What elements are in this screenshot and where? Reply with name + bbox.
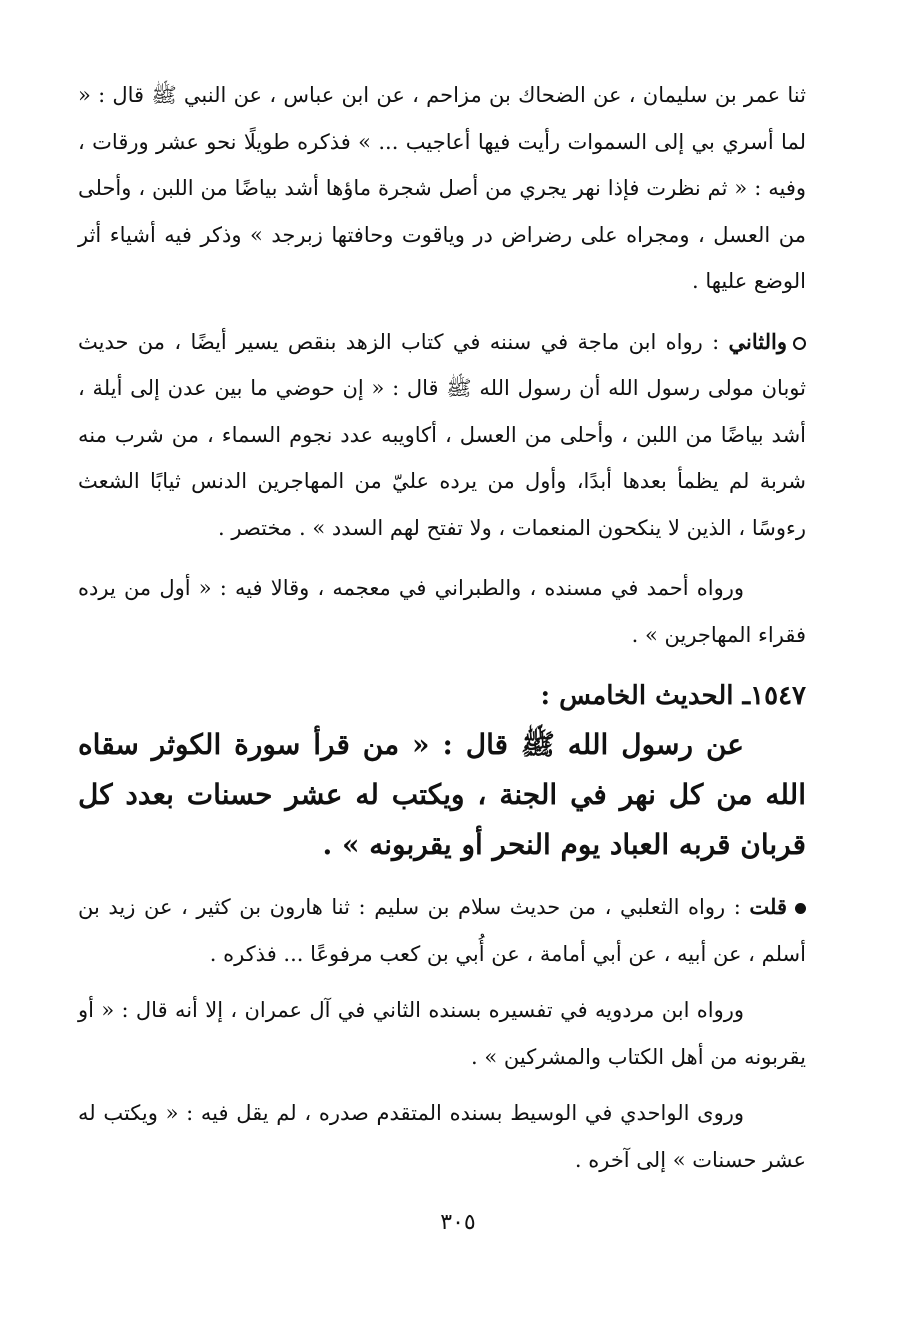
paragraph-qultu [78, 884, 806, 977]
paragraph-lead-second: والثاني [728, 328, 787, 354]
circle-bullet-icon [793, 337, 806, 350]
page-number: ٣٠٥ [440, 1210, 476, 1235]
paragraph-isnad-continuation: ثنا عمر بن سليمان ، عن الضحاك بن مزاحم ، عن ابن عباس ، عن النبي ﷺ قال : « لما أسري بي إلى السموات رأيت فيها أعاجيب ... » فذكره طويلًا نحو عشر ورقات ، وفيه : « ثم نظرت فإذا نهر يجري من أصل شجرة ماؤها أشد بياضًا من اللبن ، وأحلى من العسل ، ومجراه على رضراض در وياقوت وحافتها زبرجد » وذكر فيه أشياء أثر الوضع عليها . [78, 83, 806, 293]
paragraph-ibn-mardawayh: ورواه ابن مردويه في تفسيره بسنده الثاني في آل عمران ، إلا أنه قال : « أو يقربونه من أهل الكتاب والمشركين » . [78, 998, 806, 1069]
hadith-heading: ١٥٤٧ـ الحديث الخامس : [540, 681, 806, 711]
page-body [78, 72, 806, 1183]
paragraph-lead-qultu: قلت [749, 894, 787, 919]
paragraph-second-text: : رواه ابن ماجة في سننه في كتاب الزهد بنقص يسير أيضًا ، من حديث ثوبان مولى رسول الله أن رسول الله ﷺ قال : « إن حوضي ما بين عدن إلى أيلة ، أشد بياضًا من اللبن ، وأحلى من العسل ، أكاويبه عدد نجوم السماء ، من شرب منه شربة لم يظمأ بعدها أبدًا، وأول من يرده عليّ من المهاجرين الدنس ثيابًا الشعث رءوسًا ، الذين لا ينكحون المنعمات ، ولا تفتح لهم السدد » . مختصر . [78, 329, 806, 540]
paragraph-ahmad-narration: ورواه أحمد في مسنده ، والطبراني في معجمه ، وقالا فيه : « أول من يرده فقراء المهاجرين » . [78, 576, 806, 647]
paragraph-qultu-text: : رواه الثعلبي ، من حديث سلام بن سليم : ثنا هارون بن كثير ، عن زيد بن أسلم ، عن أبيه ، عن أبي أمامة ، عن أُبي بن كعب مرفوعًا ... فذكره . [78, 895, 806, 966]
hadith-text: عن رسول الله ﷺ قال : « من قرأ سورة الكوثر سقاه الله من كل نهر في الجنة ، ويكتب له عشر حسنات بعدد كل قربان قربه العباد يوم النحر أو يقربونه » . [78, 728, 806, 861]
dot-bullet-icon [795, 903, 806, 914]
paragraph-second-narration [78, 319, 806, 552]
paragraph-wahidi: وروى الواحدي في الوسيط بسنده المتقدم صدره ، لم يقل فيه : « ويكتب له عشر حسنات » إلى آخره . [78, 1101, 806, 1172]
